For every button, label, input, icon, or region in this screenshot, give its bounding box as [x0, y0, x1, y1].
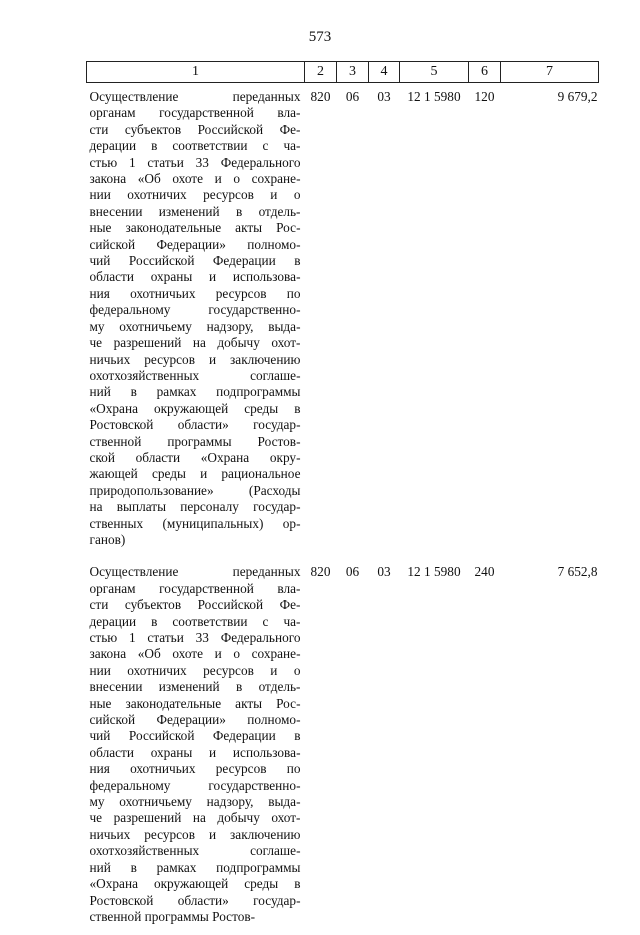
description-line: внесении изменений в отдель- — [89, 679, 301, 695]
expense-type-code: 240 — [474, 564, 495, 580]
description-line: ния охотничьих ресурсов по — [89, 761, 301, 777]
budget-table — [86, 61, 599, 935]
amount: 9 679,2 — [557, 89, 598, 104]
description-line: ные законодательные акты Рос- — [89, 695, 301, 711]
description-line: сти субъектов Российской Фе- — [89, 597, 301, 613]
description-line: охотхозяйственных соглаше- — [89, 843, 301, 859]
description-line: сийской Федерации» полномо- — [89, 712, 301, 728]
description-line: области охраны и использова- — [89, 744, 301, 760]
section-code: 06 — [345, 564, 360, 580]
description-line: ничьих ресурсов и заключению — [89, 826, 301, 842]
subsection-code: 03 — [377, 564, 391, 580]
description-line: му охотничьему надзору, выда- — [89, 794, 301, 810]
description-line: «Охрана окружающей среды в — [89, 400, 301, 416]
description-line: охотхозяйственных соглаше- — [89, 367, 301, 383]
description-line: ния охотничьих ресурсов по — [89, 285, 301, 301]
row-description — [87, 83, 305, 559]
description-line: природопользование» (Расходы — [89, 482, 301, 498]
description-line: му охотничьему надзору, выда- — [89, 318, 301, 334]
row-description — [87, 558, 305, 935]
ministry-code: 820 — [310, 89, 331, 104]
description-line: ничьих ресурсов и заключению — [89, 351, 301, 367]
description-line: Ростовской области» государ- — [89, 892, 301, 908]
description-line: дерации в соответствии с ча- — [89, 138, 301, 154]
expense-type-code: 120 — [474, 89, 495, 104]
description-line: Осуществление переданных — [89, 564, 301, 580]
description-line: ственной программы Ростов- — [89, 433, 301, 449]
header-cell-1: 1 — [87, 62, 305, 83]
description-line: федеральному государственно- — [89, 777, 301, 793]
target-article-code: 12 1 5980 — [407, 564, 461, 580]
header-cell-7: 7 — [501, 62, 599, 83]
description-line: сти субъектов Российской Фе- — [89, 121, 301, 137]
description-line: ний в рамках подпрограммы — [89, 384, 301, 400]
table-row — [87, 83, 599, 559]
header-cell-4: 4 — [369, 62, 400, 83]
description-line: области охраны и использова- — [89, 269, 301, 285]
subsection-code: 03 — [377, 89, 391, 104]
description-line: ные законодательные акты Рос- — [89, 220, 301, 236]
header-cell-3: 3 — [337, 62, 369, 83]
description-line: закона «Об охоте и о сохране- — [89, 646, 301, 662]
description-line: ганов) — [89, 531, 126, 547]
description-line: нии охотничих ресурсов и о — [89, 662, 301, 678]
description-line: дерации в соответствии с ча- — [89, 613, 301, 629]
ministry-code: 820 — [310, 564, 331, 580]
description-line: органам государственной вла- — [89, 580, 301, 596]
description-line: сийской Федерации» полномо- — [89, 236, 301, 252]
description-line: стью 1 статьи 33 Федерального — [89, 154, 301, 170]
header-cell-6: 6 — [469, 62, 501, 83]
description-line: че разрешений на добычу охот- — [89, 810, 301, 826]
header-cell-5: 5 — [400, 62, 469, 83]
amount: 7 652,8 — [557, 564, 598, 580]
description-line: ственной программы Ростов- — [89, 908, 256, 924]
description-line: «Охрана окружающей среды в — [89, 876, 301, 892]
section-code: 06 — [345, 89, 360, 104]
description-line: че разрешений на добычу охот- — [89, 335, 301, 351]
description-line: жающей среды и рациональное — [89, 466, 301, 482]
header-cell-2: 2 — [305, 62, 337, 83]
table-row — [87, 558, 599, 935]
description-line: федеральному государственно- — [89, 302, 301, 318]
description-line: на выплаты персоналу государ- — [89, 499, 301, 515]
target-article-code: 12 1 5980 — [407, 89, 461, 104]
description-line: ской области «Охрана окру- — [89, 449, 301, 465]
description-line: чий Российской Федерации в — [89, 253, 301, 269]
description-line: ственных (муниципальных) ор- — [89, 515, 301, 531]
header-row — [87, 62, 599, 83]
description-line: чий Российской Федерации в — [89, 728, 301, 744]
description-line: стью 1 статьи 33 Федерального — [89, 630, 301, 645]
description-line: внесении изменений в отдель- — [89, 203, 301, 219]
description-line: органам государственной вла- — [89, 105, 301, 121]
description-line: Осуществление переданных — [89, 89, 301, 104]
page-number: 573 — [308, 29, 332, 45]
description-line: ний в рамках подпрограммы — [89, 859, 301, 875]
description-line: Ростовской области» государ- — [89, 417, 301, 433]
description-line: закона «Об охоте и о сохране- — [89, 171, 301, 187]
description-line: нии охотничих ресурсов и о — [89, 187, 301, 203]
